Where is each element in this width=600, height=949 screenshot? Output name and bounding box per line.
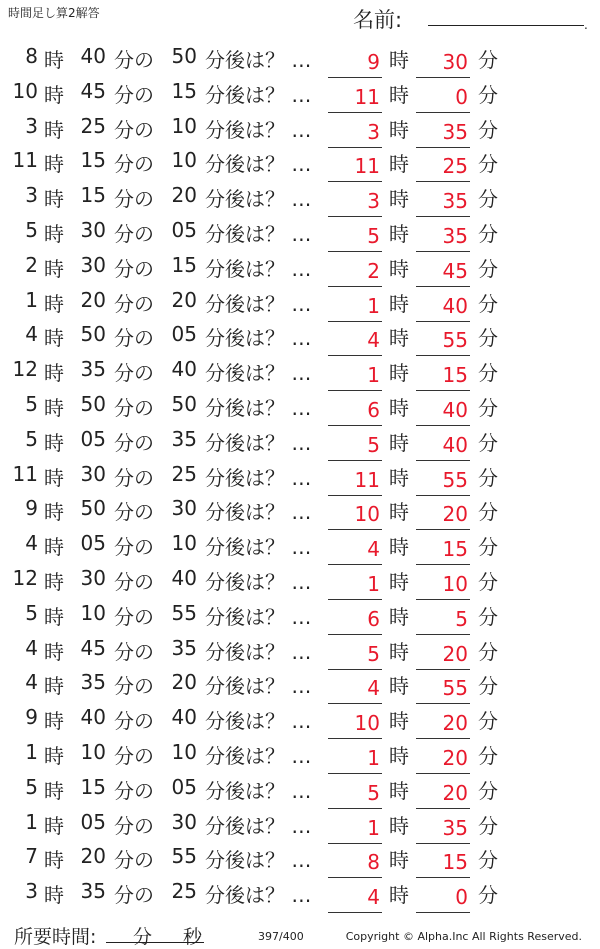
answer-minute: 15 — [442, 850, 468, 875]
added-minutes: 40 — [171, 357, 197, 382]
start-hour: 2 — [25, 252, 38, 277]
hour-label: 時 — [44, 778, 64, 803]
answer-minute: 35 — [442, 815, 468, 840]
answer-hour: 8 — [367, 850, 380, 875]
minutes-of-label: 分の — [114, 500, 154, 525]
start-minute: 50 — [80, 496, 106, 521]
minutes-of-label: 分の — [114, 256, 154, 281]
added-minutes: 55 — [171, 844, 197, 869]
answer-hour-field[interactable] — [328, 879, 382, 913]
start-minute: 30 — [80, 461, 106, 486]
answer-hour: 1 — [367, 571, 380, 596]
hour-label: 時 — [44, 569, 64, 594]
added-minutes: 35 — [171, 635, 197, 660]
hour-label: 時 — [44, 395, 64, 420]
start-hour: 1 — [25, 809, 38, 834]
problem-row — [0, 769, 600, 804]
problem-row — [0, 490, 600, 525]
answer-hour-label: 時 — [389, 639, 409, 664]
problem-row — [0, 456, 600, 491]
answer-hour-label: 時 — [389, 48, 409, 72]
added-minutes: 15 — [171, 78, 197, 103]
answer-hour-label: 時 — [389, 674, 409, 699]
minutes-later-label: 分後は？ … — [205, 361, 312, 386]
start-hour: 5 — [25, 426, 38, 451]
minutes-later-label: 分後は？ … — [205, 639, 312, 664]
minutes-of-label: 分の — [114, 152, 154, 177]
problem-row — [0, 525, 600, 560]
start-minute: 45 — [80, 78, 106, 103]
answer-minute: 30 — [442, 50, 468, 74]
start-hour: 3 — [25, 183, 38, 208]
answer-hour: 11 — [354, 84, 380, 109]
hour-label: 時 — [44, 48, 64, 72]
answer-hour: 9 — [367, 50, 380, 74]
answer-minute-label: 分 — [478, 221, 498, 246]
answer-minute: 40 — [442, 432, 468, 457]
added-minutes: 55 — [171, 600, 197, 625]
answer-hour-label: 時 — [389, 361, 409, 386]
minutes-of-label: 分の — [114, 430, 154, 455]
answer-hour-label: 時 — [389, 535, 409, 560]
answer-minute-label: 分 — [478, 604, 498, 629]
minutes-of-label: 分の — [114, 187, 154, 212]
minutes-later-label: 分後は？ … — [205, 117, 312, 142]
worksheet-title: 時間足し算2解答 — [8, 6, 100, 20]
start-minute: 50 — [80, 322, 106, 347]
answer-hour: 6 — [367, 606, 380, 631]
minutes-of-label: 分の — [114, 604, 154, 629]
answer-hour: 5 — [367, 780, 380, 805]
hour-label: 時 — [44, 639, 64, 664]
minutes-of-label: 分の — [114, 117, 154, 142]
minutes-of-label: 分の — [114, 465, 154, 490]
added-minutes: 25 — [171, 461, 197, 486]
start-hour: 5 — [25, 217, 38, 242]
hour-label: 時 — [44, 326, 64, 351]
start-hour: 1 — [25, 287, 38, 312]
answer-hour-label: 時 — [389, 500, 409, 525]
minutes-later-label: 分後は？ … — [205, 709, 312, 734]
answer-minute-label: 分 — [478, 639, 498, 664]
minutes-of-label: 分の — [114, 221, 154, 246]
answer-minute-label: 分 — [478, 256, 498, 281]
answer-hour-label: 時 — [389, 152, 409, 177]
minutes-later-label: 分後は？ … — [205, 48, 312, 72]
answer-minute-label: 分 — [478, 326, 498, 351]
start-minute: 35 — [80, 879, 106, 904]
minutes-later-label: 分後は？ … — [205, 326, 312, 351]
added-minutes: 15 — [171, 252, 197, 277]
answer-hour: 3 — [367, 119, 380, 144]
answer-minute: 55 — [442, 676, 468, 701]
problem-row — [0, 595, 600, 630]
hour-label: 時 — [44, 82, 64, 107]
answer-hour: 10 — [354, 502, 380, 527]
hour-label: 時 — [44, 709, 64, 734]
start-minute: 20 — [80, 844, 106, 869]
answer-minute: 45 — [442, 258, 468, 283]
minutes-of-label: 分の — [114, 813, 154, 838]
answer-minute: 20 — [442, 711, 468, 736]
minutes-later-label: 分後は？ … — [205, 395, 312, 420]
answer-hour: 10 — [354, 711, 380, 736]
answer-hour-label: 時 — [389, 604, 409, 629]
answer-hour: 1 — [367, 363, 380, 388]
problem-row — [0, 108, 600, 143]
minutes-of-label: 分の — [114, 848, 154, 873]
added-minutes: 40 — [171, 705, 197, 730]
minutes-of-label: 分の — [114, 48, 154, 72]
answer-minute: 0 — [455, 84, 468, 109]
start-hour: 8 — [25, 44, 38, 68]
minutes-of-label: 分の — [114, 569, 154, 594]
minutes-later-label: 分後は？ … — [205, 152, 312, 177]
start-hour: 7 — [25, 844, 38, 869]
problem-row — [0, 282, 600, 317]
start-hour: 11 — [12, 461, 38, 486]
minutes-later-label: 分後は？ … — [205, 82, 312, 107]
problem-row — [0, 734, 600, 769]
answer-minute: 40 — [442, 397, 468, 422]
answer-hour-label: 時 — [389, 187, 409, 212]
minutes-of-label: 分の — [114, 535, 154, 560]
minutes-later-label: 分後は？ … — [205, 604, 312, 629]
problem-row — [0, 873, 600, 908]
answer-minute-label: 分 — [478, 152, 498, 177]
hour-label: 時 — [44, 535, 64, 560]
start-minute: 40 — [80, 44, 106, 68]
answer-hour-label: 時 — [389, 743, 409, 768]
answer-minute: 25 — [442, 154, 468, 179]
hour-label: 時 — [44, 117, 64, 142]
problem-row — [0, 247, 600, 282]
answer-hour: 6 — [367, 397, 380, 422]
start-hour: 11 — [12, 148, 38, 173]
answer-minute-label: 分 — [478, 291, 498, 316]
start-minute: 30 — [80, 565, 106, 590]
answer-minute-label: 分 — [478, 883, 498, 908]
minutes-of-label: 分の — [114, 674, 154, 699]
problem-row — [0, 630, 600, 665]
name-label: 名前: — [353, 8, 403, 32]
answer-minute: 15 — [442, 363, 468, 388]
answer-hour: 4 — [367, 676, 380, 701]
answer-minute-label: 分 — [478, 117, 498, 142]
minutes-of-label: 分の — [114, 778, 154, 803]
minutes-later-label: 分後は？ … — [205, 743, 312, 768]
minutes-later-label: 分後は？ … — [205, 291, 312, 316]
answer-hour-label: 時 — [389, 326, 409, 351]
start-minute: 05 — [80, 809, 106, 834]
hour-label: 時 — [44, 152, 64, 177]
start-minute: 30 — [80, 217, 106, 242]
start-hour: 5 — [25, 600, 38, 625]
problem-row — [0, 73, 600, 108]
answer-hour: 4 — [367, 537, 380, 562]
problem-row — [0, 316, 600, 351]
added-minutes: 50 — [171, 391, 197, 416]
answer-minute: 55 — [442, 328, 468, 353]
hour-label: 時 — [44, 221, 64, 246]
answer-hour-label: 時 — [389, 813, 409, 838]
added-minutes: 10 — [171, 739, 197, 764]
added-minutes: 10 — [171, 148, 197, 173]
answer-minute-label: 分 — [478, 48, 498, 72]
added-minutes: 25 — [171, 879, 197, 904]
time-required-label: 所要時間: — [14, 926, 97, 948]
start-hour: 1 — [25, 739, 38, 764]
minutes-of-label: 分の — [114, 82, 154, 107]
added-minutes: 50 — [171, 44, 197, 68]
added-minutes: 05 — [171, 774, 197, 799]
start-minute: 45 — [80, 635, 106, 660]
start-minute: 40 — [80, 705, 106, 730]
minutes-later-label: 分後は？ … — [205, 778, 312, 803]
minutes-of-label: 分の — [114, 361, 154, 386]
hour-label: 時 — [44, 883, 64, 908]
minutes-later-label: 分後は？ … — [205, 535, 312, 560]
minutes-later-label: 分後は？ … — [205, 848, 312, 873]
start-minute: 05 — [80, 531, 106, 556]
time-minute-label: 分 — [133, 926, 153, 948]
answer-hour: 11 — [354, 154, 380, 179]
answer-minute-label: 分 — [478, 674, 498, 699]
minutes-later-label: 分後は？ … — [205, 187, 312, 212]
added-minutes: 05 — [171, 217, 197, 242]
answer-hour-label: 時 — [389, 256, 409, 281]
problem-row — [0, 560, 600, 595]
copyright: Copyright © Alpha.Inc All Rights Reserved. — [345, 930, 582, 943]
answer-minute: 20 — [442, 745, 468, 770]
answer-hour-label: 時 — [389, 465, 409, 490]
hour-label: 時 — [44, 256, 64, 281]
answer-minute-label: 分 — [478, 569, 498, 594]
start-hour: 4 — [25, 531, 38, 556]
problem-list — [0, 38, 600, 908]
answer-hour: 5 — [367, 223, 380, 248]
start-minute: 20 — [80, 287, 106, 312]
start-hour: 9 — [25, 705, 38, 730]
added-minutes: 40 — [171, 565, 197, 590]
answer-minute-label: 分 — [478, 82, 498, 107]
start-minute: 50 — [80, 391, 106, 416]
answer-minute-label: 分 — [478, 743, 498, 768]
hour-label: 時 — [44, 465, 64, 490]
problem-row — [0, 386, 600, 421]
answer-minute-field[interactable] — [416, 879, 470, 913]
hour-label: 時 — [44, 848, 64, 873]
answer-minute-label: 分 — [478, 813, 498, 838]
answer-hour-label: 時 — [389, 117, 409, 142]
hour-label: 時 — [44, 361, 64, 386]
hour-label: 時 — [44, 430, 64, 455]
added-minutes: 30 — [171, 809, 197, 834]
start-hour: 12 — [12, 357, 38, 382]
start-hour: 5 — [25, 774, 38, 799]
start-minute: 35 — [80, 357, 106, 382]
answer-minute-label: 分 — [478, 465, 498, 490]
minutes-of-label: 分の — [114, 883, 154, 908]
start-minute: 30 — [80, 252, 106, 277]
hour-label: 時 — [44, 813, 64, 838]
minutes-of-label: 分の — [114, 326, 154, 351]
problem-row — [0, 804, 600, 839]
problem-row — [0, 664, 600, 699]
start-hour: 3 — [25, 879, 38, 904]
answer-hour-label: 時 — [389, 778, 409, 803]
start-minute: 15 — [80, 774, 106, 799]
problem-row — [0, 177, 600, 212]
name-dot: . — [584, 18, 588, 32]
answer-hour-label: 時 — [389, 395, 409, 420]
start-minute: 15 — [80, 183, 106, 208]
start-hour: 10 — [12, 78, 38, 103]
answer-minute: 10 — [442, 571, 468, 596]
hour-label: 時 — [44, 500, 64, 525]
minutes-of-label: 分の — [114, 639, 154, 664]
start-hour: 3 — [25, 113, 38, 138]
answer-minute-label: 分 — [478, 187, 498, 212]
answer-minute: 55 — [442, 467, 468, 492]
answer-hour: 2 — [367, 258, 380, 283]
answer-hour: 1 — [367, 815, 380, 840]
minutes-later-label: 分後は？ … — [205, 221, 312, 246]
answer-hour-label: 時 — [389, 569, 409, 594]
start-hour: 5 — [25, 391, 38, 416]
minutes-later-label: 分後は？ … — [205, 500, 312, 525]
minutes-later-label: 分後は？ … — [205, 569, 312, 594]
start-minute: 10 — [80, 600, 106, 625]
answer-hour-label: 時 — [389, 430, 409, 455]
answer-hour: 4 — [367, 328, 380, 353]
answer-minute-label: 分 — [478, 361, 498, 386]
answer-minute: 40 — [442, 293, 468, 318]
start-hour: 12 — [12, 565, 38, 590]
answer-hour-label: 時 — [389, 883, 409, 908]
answer-hour-label: 時 — [389, 709, 409, 734]
answer-hour: 5 — [367, 432, 380, 457]
hour-label: 時 — [44, 743, 64, 768]
problem-row — [0, 699, 600, 734]
problem-row — [0, 212, 600, 247]
start-minute: 05 — [80, 426, 106, 451]
answer-hour: 5 — [367, 641, 380, 666]
answer-minute-label: 分 — [478, 535, 498, 560]
answer-hour-label: 時 — [389, 82, 409, 107]
answer-minute: 35 — [442, 189, 468, 214]
hour-label: 時 — [44, 604, 64, 629]
answer-minute: 20 — [442, 502, 468, 527]
answer-minute: 20 — [442, 641, 468, 666]
answer-hour: 1 — [367, 293, 380, 318]
answer-hour-label: 時 — [389, 221, 409, 246]
start-hour: 4 — [25, 670, 38, 695]
answer-minute-label: 分 — [478, 778, 498, 803]
answer-minute: 15 — [442, 537, 468, 562]
minutes-of-label: 分の — [114, 291, 154, 316]
start-minute: 15 — [80, 148, 106, 173]
time-second-label: 秒 — [183, 926, 203, 948]
problem-row — [0, 38, 600, 73]
minutes-of-label: 分の — [114, 743, 154, 768]
answer-minute-label: 分 — [478, 500, 498, 525]
answer-minute-label: 分 — [478, 430, 498, 455]
added-minutes: 10 — [171, 531, 197, 556]
start-minute: 35 — [80, 670, 106, 695]
minutes-of-label: 分の — [114, 709, 154, 734]
problem-row — [0, 421, 600, 456]
start-hour: 4 — [25, 635, 38, 660]
minutes-later-label: 分後は？ … — [205, 813, 312, 838]
start-hour: 9 — [25, 496, 38, 521]
problem-row — [0, 351, 600, 386]
answer-minute: 35 — [442, 223, 468, 248]
added-minutes: 20 — [171, 670, 197, 695]
answer-hour: 4 — [367, 885, 380, 910]
answer-minute-label: 分 — [478, 395, 498, 420]
added-minutes: 20 — [171, 183, 197, 208]
problem-row — [0, 838, 600, 873]
answer-minute-label: 分 — [478, 709, 498, 734]
answer-minute: 0 — [455, 885, 468, 910]
added-minutes: 10 — [171, 113, 197, 138]
added-minutes: 35 — [171, 426, 197, 451]
minutes-later-label: 分後は？ … — [205, 465, 312, 490]
added-minutes: 20 — [171, 287, 197, 312]
minutes-later-label: 分後は？ … — [205, 883, 312, 908]
hour-label: 時 — [44, 674, 64, 699]
problem-row — [0, 142, 600, 177]
page-number: 397/400 — [258, 930, 304, 943]
minutes-of-label: 分の — [114, 395, 154, 420]
answer-hour-label: 時 — [389, 291, 409, 316]
hour-label: 時 — [44, 187, 64, 212]
answer-minute: 5 — [455, 606, 468, 631]
answer-hour: 3 — [367, 189, 380, 214]
answer-minute: 20 — [442, 780, 468, 805]
start-minute: 25 — [80, 113, 106, 138]
hour-label: 時 — [44, 291, 64, 316]
start-minute: 10 — [80, 739, 106, 764]
added-minutes: 05 — [171, 322, 197, 347]
minutes-later-label: 分後は？ … — [205, 674, 312, 699]
added-minutes: 30 — [171, 496, 197, 521]
answer-hour: 11 — [354, 467, 380, 492]
name-field[interactable] — [428, 25, 584, 26]
answer-minute: 35 — [442, 119, 468, 144]
answer-hour-label: 時 — [389, 848, 409, 873]
minutes-later-label: 分後は？ … — [205, 256, 312, 281]
minutes-later-label: 分後は？ … — [205, 430, 312, 455]
answer-hour: 1 — [367, 745, 380, 770]
answer-minute-label: 分 — [478, 848, 498, 873]
start-hour: 4 — [25, 322, 38, 347]
